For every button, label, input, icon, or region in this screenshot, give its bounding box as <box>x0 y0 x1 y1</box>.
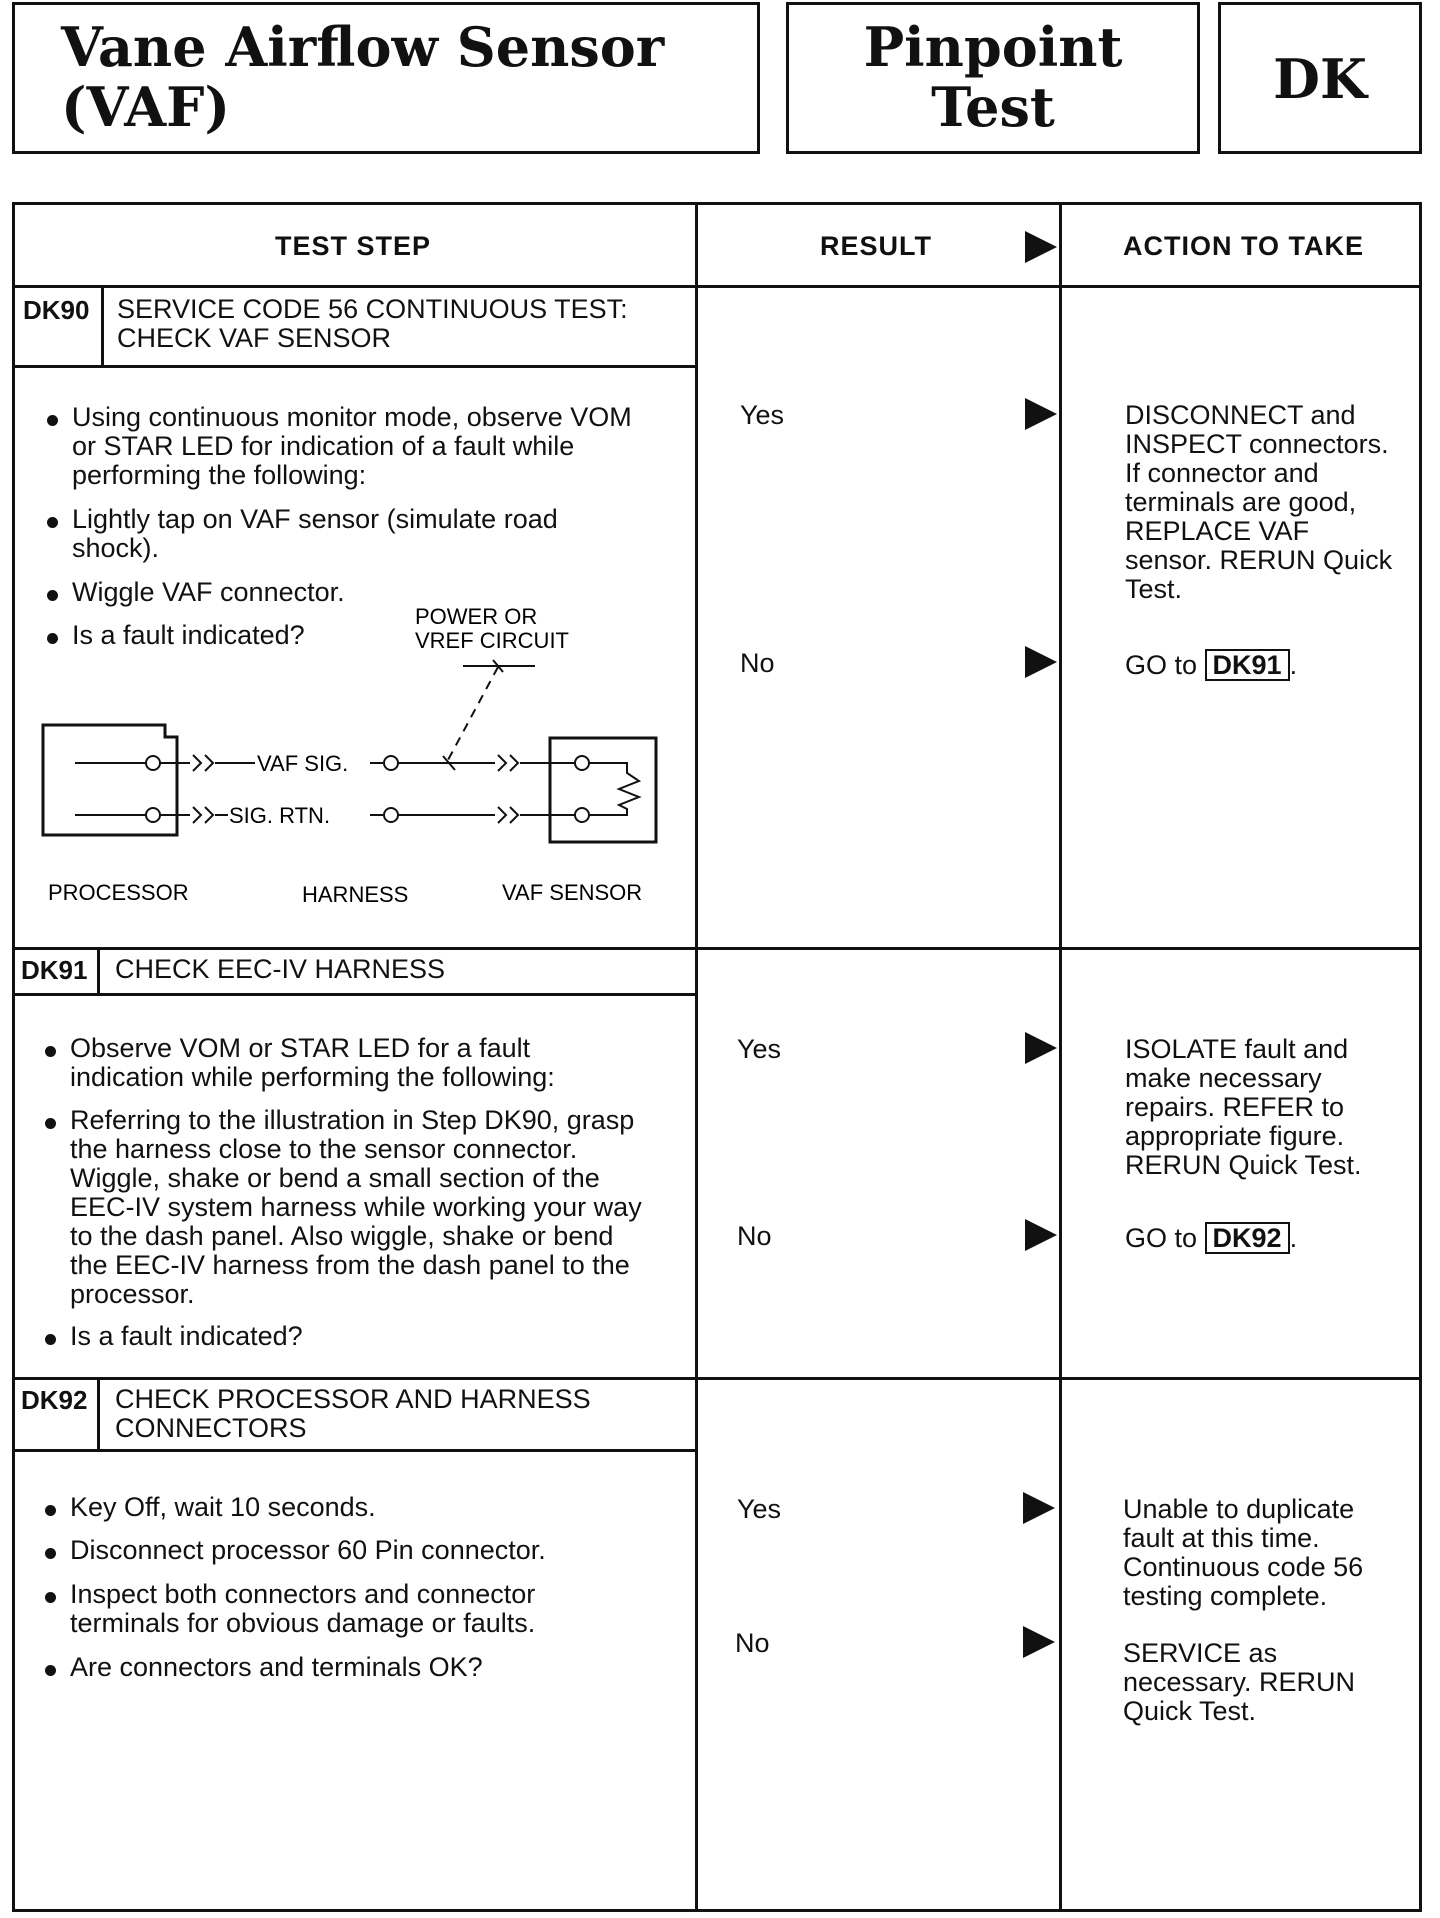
step-title: SERVICE CODE 56 CONTINUOUS TEST: CHECK VAF SENSOR <box>117 294 628 353</box>
step-id-divider <box>97 1380 100 1452</box>
vaf-sensor-label: VAF SENSOR <box>502 880 643 905</box>
step-bullet: Is a fault indicated? <box>72 620 305 650</box>
result-arrow-icon <box>1023 1492 1055 1524</box>
step-bullet: Lightly tap on VAF sensor (simulate road shock). <box>72 504 558 563</box>
pinpoint-table <box>12 202 1422 1912</box>
step-bullet: Are connectors and terminals OK? <box>70 1652 483 1682</box>
step-divider <box>15 1377 1419 1380</box>
goto-dk92-link[interactable]: DK92 <box>1205 1222 1290 1254</box>
action-text: SERVICE as necessary. RERUN Quick Test. <box>1123 1638 1356 1726</box>
result-yes: Yes <box>737 1494 782 1524</box>
step-bullet: Using continuous monitor mode, observe VOM or STAR LED for indication of a fault while performing the following: <box>72 402 632 490</box>
step-bullet: Disconnect processor 60 Pin connector. <box>70 1535 546 1565</box>
title-line-2: (VAF) <box>61 75 231 139</box>
step-id-divider <box>101 288 104 368</box>
bullet-icon <box>45 1118 56 1129</box>
header-result: RESULT <box>820 231 932 261</box>
step-divider <box>15 947 1419 950</box>
sensor-box <box>550 738 656 842</box>
result-arrow-icon <box>1025 398 1057 430</box>
header-action: ACTION TO TAKE <box>1123 231 1364 261</box>
result-yes: Yes <box>737 1034 782 1064</box>
result-arrow-icon <box>1023 1626 1055 1658</box>
action-text: Unable to duplicate fault at this time. Continuous code 56 testing complete. <box>1123 1494 1364 1611</box>
step-id-divider <box>97 950 100 996</box>
step-bullet: Observe VOM or STAR LED for a fault indication while performing the following: <box>70 1033 555 1092</box>
column-divider-result <box>695 205 698 1909</box>
power-label-1: POWER OR <box>415 604 538 629</box>
pinpoint-test-box <box>786 2 1200 154</box>
page-title <box>61 17 664 137</box>
vaf-wiring-diagram <box>15 585 695 935</box>
bullet-icon <box>45 1665 56 1676</box>
result-arrow-icon <box>1025 1032 1057 1064</box>
vaf-sig-label: VAF SIG. <box>257 751 349 776</box>
result-arrow-icon <box>1025 1219 1057 1251</box>
step-title-divider <box>15 1449 695 1452</box>
sig-rtn-label: SIG. RTN. <box>229 803 331 828</box>
step-bullet: Referring to the illustration in Step DK90, grasp the harness close to the sensor connector. Wiggle, shake or bend a small section of the EEC-IV system harness while working your way to the dash panel. Also wiggle, shake or bend the EEC-IV harness from the dash panel to the processor. <box>70 1105 642 1309</box>
power-label-2: VREF CIRCUIT <box>415 628 569 653</box>
title-box <box>12 2 760 154</box>
header-test-step: TEST STEP <box>275 231 432 261</box>
bullet-icon <box>47 415 58 426</box>
result-no: No <box>740 648 775 678</box>
test-code: DK <box>1273 47 1367 111</box>
title-line-1: Vane Airflow Sensor <box>61 15 665 79</box>
step-bullet: Key Off, wait 10 seconds. <box>70 1492 376 1522</box>
step-bullet: Inspect both connectors and connector terminals for obvious damage or faults. <box>70 1579 536 1638</box>
action-goto: GO to DK91 . <box>1125 650 1298 680</box>
pinpoint-line-2: Test <box>931 75 1055 139</box>
header-arrow-icon <box>1025 231 1057 263</box>
bullet-icon <box>45 1548 56 1559</box>
column-divider-action <box>1059 205 1062 1909</box>
step-title: CHECK EEC-IV HARNESS <box>115 954 446 984</box>
step-bullet: Wiggle VAF connector. <box>72 577 345 607</box>
step-title: CHECK PROCESSOR AND HARNESS CONNECTORS <box>115 1384 591 1443</box>
step-title-divider <box>15 365 695 368</box>
pinpoint-test-label <box>789 17 1197 137</box>
bullet-icon <box>45 1334 56 1345</box>
test-code-box <box>1218 2 1422 154</box>
pinpoint-line-1: Pinpoint <box>863 15 1123 79</box>
harness-label: HARNESS <box>302 882 409 907</box>
step-id: DK90 <box>23 295 90 325</box>
action-goto: GO to DK92 . <box>1125 1223 1298 1253</box>
action-text: DISCONNECT and INSPECT connectors. If connector and terminals are good, REPLACE VAF sensor. RERUN Quick Test. <box>1125 400 1393 604</box>
result-yes: Yes <box>740 400 785 430</box>
step-id: DK91 <box>21 955 88 985</box>
step-bullet: Is a fault indicated? <box>70 1321 303 1351</box>
processor-label: PROCESSOR <box>48 880 189 905</box>
result-arrow-icon <box>1025 646 1057 678</box>
bullet-icon <box>47 517 58 528</box>
action-text: ISOLATE fault and make necessary repairs. REFER to appropriate figure. RERUN Quick Test. <box>1125 1034 1362 1180</box>
result-no: No <box>735 1628 770 1658</box>
step-title-divider <box>15 993 695 996</box>
bullet-icon <box>45 1592 56 1603</box>
goto-dk91-link[interactable]: DK91 <box>1205 649 1290 681</box>
step-id: DK92 <box>21 1385 88 1415</box>
bullet-icon <box>45 1046 56 1057</box>
result-no: No <box>737 1221 772 1251</box>
bullet-icon <box>45 1505 56 1516</box>
